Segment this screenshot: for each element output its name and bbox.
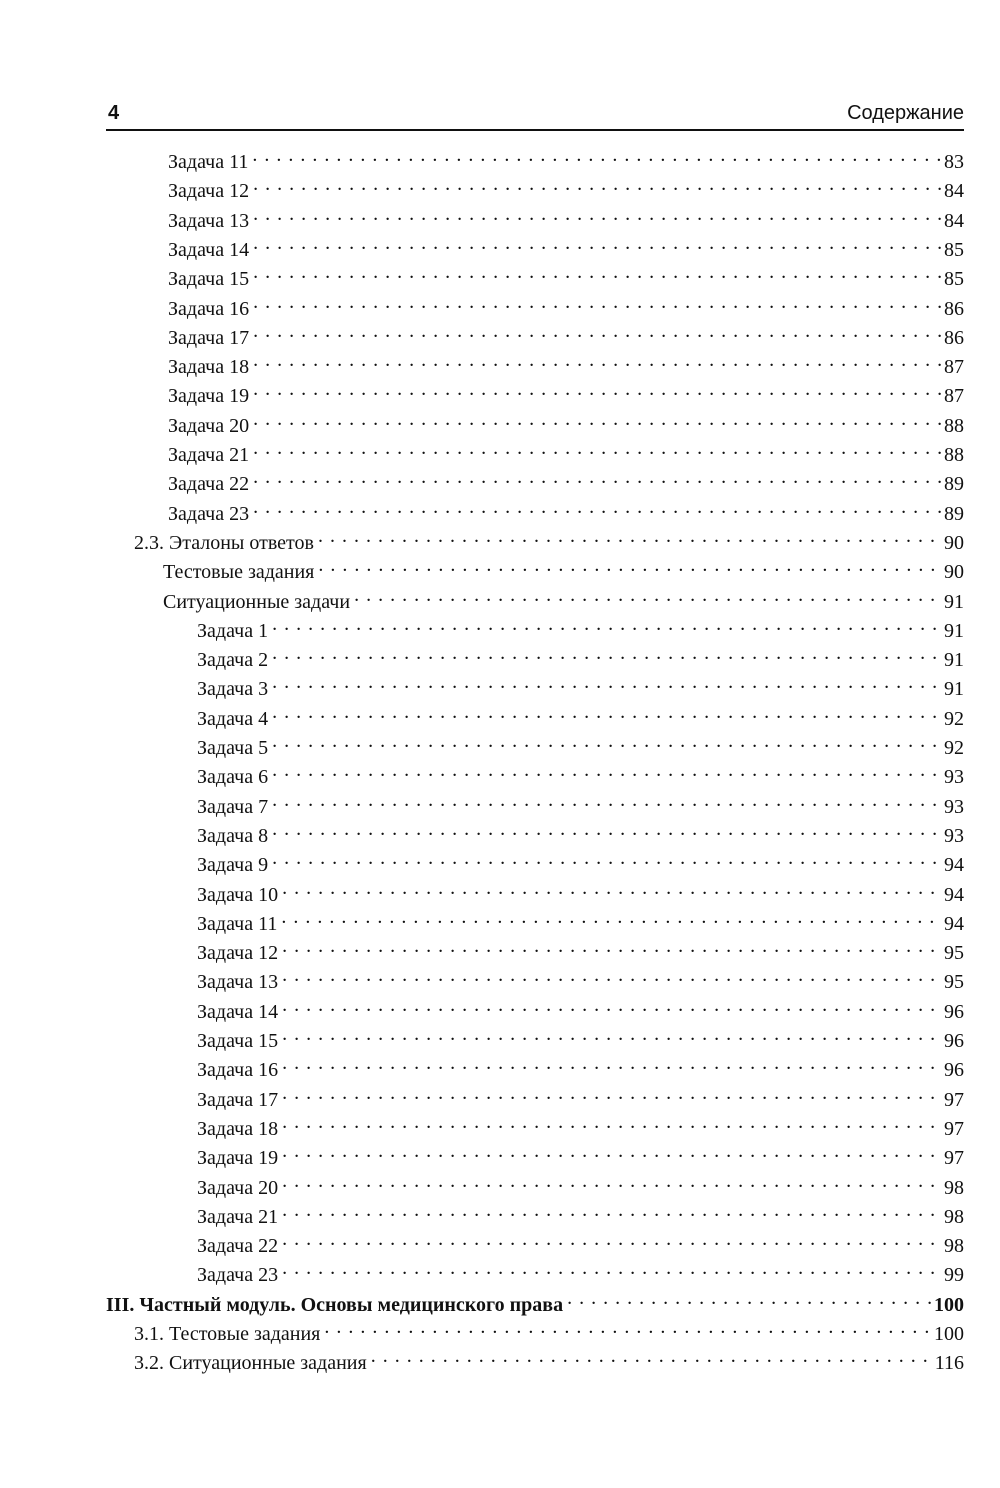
toc-entry-label: Задача 21 [168, 444, 250, 466]
toc-entry-label: 3.2. Ситуационные задания [134, 1352, 367, 1375]
toc-dot-leader [281, 910, 942, 930]
toc-entry [106, 1291, 964, 1320]
toc-entry-page: 99 [944, 1264, 964, 1287]
toc-entry-page: 90 [944, 531, 964, 554]
toc-entry-page: 100 [934, 1293, 964, 1316]
toc-dot-leader [282, 1174, 942, 1194]
toc-entry-page: 91 [944, 649, 964, 672]
toc-entry-page: 97 [944, 1088, 964, 1111]
toc-dot-leader [253, 353, 942, 373]
toc-dot-leader [371, 1349, 933, 1369]
toc-entry [197, 998, 964, 1027]
toc-entry [168, 177, 964, 206]
toc-entry [197, 1056, 964, 1085]
toc-entry [197, 617, 964, 646]
toc-dot-leader [272, 851, 942, 871]
running-header [106, 98, 964, 130]
toc-entry-page: 97 [944, 1147, 964, 1170]
toc-entry-page: 87 [944, 356, 964, 379]
toc-entry-page: 95 [944, 942, 964, 965]
toc-entry-page: 85 [944, 268, 964, 291]
toc-entry-page: 116 [934, 1352, 964, 1375]
toc-entry-label: Задача 14 [197, 1000, 279, 1023]
toc-entry-label: Задача 23 [168, 502, 250, 525]
toc-entry-page: 90 [944, 561, 964, 584]
toc-entry-label: Задача 16 [168, 297, 250, 320]
toc-entry-label: Задача 1 [197, 619, 269, 642]
toc-entry-page: 94 [944, 883, 964, 906]
toc-entry-page: 92 [944, 737, 964, 759]
toc-entry-label: Задача 11 [197, 912, 278, 935]
toc-entry-label: Задача 6 [197, 766, 269, 789]
toc-entry-label: Задача 8 [197, 824, 269, 847]
toc-entry [168, 500, 964, 529]
toc-entry-page: 86 [944, 297, 964, 320]
toc-entry-label: Задача 12 [197, 942, 279, 965]
toc-entry-page: 91 [944, 590, 964, 613]
toc-entry-label: Задача 13 [197, 971, 279, 994]
toc-entry-label: Задача 12 [168, 180, 250, 203]
toc-entry-label: Тестовые задания [163, 561, 315, 584]
toc-dot-leader [282, 1261, 942, 1281]
toc-entry-page: 89 [944, 473, 964, 496]
page-number: 4 [108, 102, 120, 124]
running-title: Содержание [847, 102, 964, 124]
toc-entry-page: 84 [944, 209, 964, 232]
toc-entry-page: 96 [944, 1059, 964, 1082]
toc-entry-label: Задача 15 [197, 1030, 279, 1052]
toc-entry-label: Ситуационные задачи [163, 590, 351, 613]
toc-dot-leader [253, 236, 942, 256]
toc-dot-leader [318, 529, 942, 549]
toc-dot-leader [354, 588, 942, 608]
toc-entry-label: Задача 18 [168, 356, 250, 379]
toc-dot-leader [272, 617, 942, 637]
toc-entry-label: Задача 17 [197, 1088, 279, 1111]
toc-entry [197, 1027, 964, 1056]
toc-dot-leader [272, 763, 942, 783]
toc-dot-leader [282, 1203, 942, 1223]
toc-entry [134, 1349, 964, 1378]
toc-entry [134, 529, 964, 558]
toc-entry-page: 94 [944, 854, 964, 877]
toc-entry-page: 96 [944, 1030, 964, 1052]
toc-entry [168, 295, 964, 324]
toc-entry-page: 93 [944, 824, 964, 847]
toc-entry-page: 83 [944, 151, 964, 173]
toc-entry-page: 93 [944, 795, 964, 818]
toc-entry-page: 88 [944, 444, 964, 466]
toc-entry-label: Задача 4 [197, 707, 269, 730]
toc-entry-page: 86 [944, 326, 964, 349]
toc-entry-page: 98 [944, 1176, 964, 1199]
toc-dot-leader [272, 822, 942, 842]
toc-entry [163, 588, 964, 617]
toc-dot-leader [272, 793, 942, 813]
toc-entry-label: Задача 20 [168, 414, 250, 437]
toc-entry-page: 96 [944, 1000, 964, 1023]
toc-entry-page: 98 [944, 1235, 964, 1258]
toc-dot-leader [282, 968, 942, 988]
toc-entry [197, 1232, 964, 1261]
toc-entry-label: Задача 22 [168, 473, 250, 496]
toc-entry-label: Задача 20 [197, 1176, 279, 1199]
toc-entry [197, 910, 964, 939]
toc-entry-label: Задача 16 [197, 1059, 279, 1082]
toc-entry [197, 793, 964, 822]
toc-dot-leader [282, 1232, 942, 1252]
toc-entry [197, 705, 964, 734]
toc-dot-leader [272, 734, 942, 754]
toc-entry-page: 100 [934, 1323, 964, 1345]
toc-entry [168, 441, 964, 470]
toc-entry-label: Задача 17 [168, 326, 250, 349]
toc-entry [168, 324, 964, 353]
toc-entry-label: Задача 7 [197, 795, 269, 818]
toc-dot-leader [272, 675, 942, 695]
toc-entry-page: 91 [944, 619, 964, 642]
toc-entry-label: Задача 14 [168, 238, 250, 261]
toc-entry-label: Задача 3 [197, 678, 269, 701]
toc-entry [168, 412, 964, 441]
toc-dot-leader [324, 1320, 932, 1340]
toc-entry-label: III. Частный модуль. Основы медицинского права [106, 1293, 564, 1316]
toc-entry-page: 91 [944, 678, 964, 701]
toc-dot-leader [282, 1115, 942, 1135]
toc-dot-leader [272, 646, 942, 666]
toc-entry [197, 763, 964, 792]
toc-entry [197, 881, 964, 910]
toc-entry-label: Задача 2 [197, 649, 269, 672]
toc-entry [197, 646, 964, 675]
toc-dot-leader [282, 1056, 942, 1076]
toc-entry-label: Задача 18 [197, 1117, 279, 1140]
toc-entry-label: Задача 13 [168, 209, 250, 232]
toc-dot-leader [253, 382, 942, 402]
toc-entry-page: 92 [944, 707, 964, 730]
toc-entry-page: 93 [944, 766, 964, 789]
toc-entry-page: 98 [944, 1205, 964, 1228]
toc-dot-leader [253, 295, 942, 315]
toc-entry [168, 207, 964, 236]
toc-entry-page: 85 [944, 238, 964, 261]
toc-entry-page: 89 [944, 502, 964, 525]
toc-entry-label: Задача 19 [168, 385, 250, 408]
header-rule [106, 129, 964, 131]
toc-entry-page: 95 [944, 971, 964, 994]
toc-dot-leader [318, 558, 942, 578]
toc-dot-leader [253, 265, 942, 285]
toc-entry [197, 734, 964, 763]
toc-entry-label: 2.3. Эталоны ответов [134, 531, 314, 554]
toc-entry-page: 88 [944, 414, 964, 437]
toc-dot-leader [282, 1144, 942, 1164]
toc-dot-leader [282, 998, 942, 1018]
toc-dot-leader [253, 441, 942, 461]
toc-dot-leader [253, 500, 942, 520]
toc-dot-leader [253, 177, 942, 197]
toc-entry-label: Задача 5 [197, 737, 269, 759]
toc-dot-leader [253, 324, 942, 344]
toc-entry [134, 1320, 964, 1349]
toc-entry-label: Задача 11 [168, 151, 249, 173]
toc-entry [197, 851, 964, 880]
toc-entry [168, 265, 964, 294]
toc-entry-label: Задача 21 [197, 1205, 279, 1228]
toc-entry [197, 1203, 964, 1232]
toc-entry [197, 822, 964, 851]
toc-entry [168, 470, 964, 499]
toc-entry-label: Задача 10 [197, 883, 279, 906]
toc-entry-page: 94 [944, 912, 964, 935]
toc-entry [197, 1261, 964, 1290]
toc-entry-page: 97 [944, 1117, 964, 1140]
toc-entry [168, 148, 964, 177]
toc-entry-page: 84 [944, 180, 964, 203]
toc-entry [168, 353, 964, 382]
toc-entry [168, 236, 964, 265]
toc-entry [197, 968, 964, 997]
toc-dot-leader [253, 207, 942, 227]
toc-dot-leader [282, 1027, 942, 1047]
toc-entry-label: Задача 23 [197, 1264, 279, 1287]
toc-dot-leader [252, 148, 942, 168]
toc-entry-label: Задача 9 [197, 854, 269, 877]
toc-dot-leader [282, 881, 942, 901]
toc-entry [197, 1115, 964, 1144]
toc-entry [197, 675, 964, 704]
toc-dot-leader [282, 939, 942, 959]
toc-entry [197, 939, 964, 968]
toc-entry [168, 382, 964, 411]
toc-entry-label: Задача 15 [168, 268, 250, 291]
toc-entry [197, 1144, 964, 1173]
toc-entry-label: Задача 19 [197, 1147, 279, 1170]
toc-dot-leader [253, 470, 942, 490]
toc-entry-page: 87 [944, 385, 964, 408]
toc-entry-label: 3.1. Тестовые задания [134, 1323, 321, 1345]
toc-entry-label: Задача 22 [197, 1235, 279, 1258]
toc-dot-leader [272, 705, 942, 725]
toc-dot-leader [567, 1291, 932, 1311]
toc-entry [197, 1174, 964, 1203]
toc-dot-leader [282, 1086, 942, 1106]
toc-dot-leader [253, 412, 942, 432]
toc-entry [163, 558, 964, 587]
toc-entry [197, 1086, 964, 1115]
